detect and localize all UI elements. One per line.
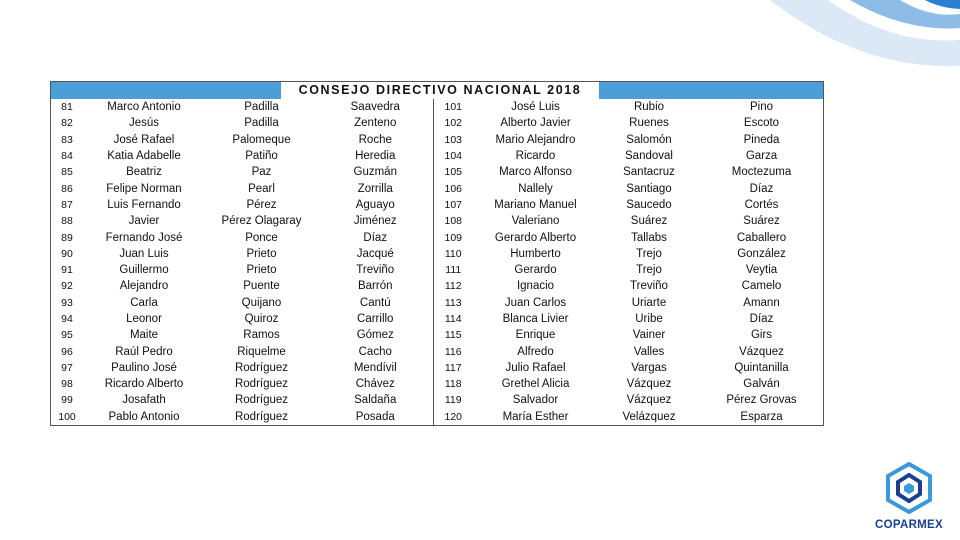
first-name: Raúl Pedro [115,345,173,358]
first-name: Juan Luis [119,247,169,260]
table-row [51,262,823,278]
last-name-paternal: Ruenes [629,117,669,130]
first-name: Gerardo [514,264,557,277]
row-number: 113 [444,296,462,309]
first-name: Ignacio [516,280,555,293]
first-name: Pablo Antonio [108,410,180,423]
first-name: Marco Antonio [107,101,181,114]
last-name-maternal: Gómez [318,327,433,343]
table-body [51,99,823,425]
last-name-maternal: Carrillo [318,311,433,327]
first-name: Julio Rafael [505,361,566,374]
last-name-paternal: Ponce [245,231,278,244]
table-row [51,99,823,115]
first-name: Jesús [128,117,160,130]
last-name-maternal: Garza [745,150,778,163]
row-number: 83 [61,133,73,146]
row-number: 84 [61,150,73,163]
last-name-paternal: Vargas [631,361,667,374]
last-name-maternal: Cortés [744,198,779,211]
last-name-paternal: Paz [251,166,272,179]
row-number: 110 [444,247,462,260]
last-name-paternal: Ramos [243,329,280,342]
last-name-maternal: Jiménez [318,213,433,229]
table-row [51,376,823,392]
last-name-paternal: Palomeque [232,133,291,146]
row-number: 94 [61,313,73,325]
row-number: 107 [444,198,463,211]
row-number: 98 [61,378,73,391]
first-name: Alejandro [119,280,169,293]
row-number: 90 [61,247,73,260]
first-name: Enrique [515,329,556,342]
last-name-maternal: Saldaña [318,392,433,408]
first-name: Ricardo [515,150,556,163]
row-number: 100 [58,410,76,423]
last-name-paternal: Pearl [248,182,275,195]
first-name: Humberto [510,247,561,260]
last-name-paternal: Riquelme [237,345,286,358]
table-title: CONSEJO DIRECTIVO NACIONAL 2018 [281,82,599,99]
last-name-paternal: Vainer [632,329,666,342]
table-row [51,229,823,245]
first-name: Fernando José [105,231,183,244]
last-name-paternal: Rodríguez [234,361,289,374]
row-number: 92 [61,280,73,293]
first-name: Felipe Norman [106,182,182,195]
last-name-paternal: Suárez [630,215,668,228]
last-name-maternal: Díaz [318,229,433,245]
table-row [51,197,823,213]
table-row [51,213,823,229]
row-number: 101 [444,101,463,114]
last-name-paternal: Trejo [636,247,662,260]
first-name: Salvador [512,394,559,407]
table-row [51,343,823,359]
last-name-paternal: Saucedo [626,198,672,211]
first-name: Mariano Manuel [494,198,577,211]
table-row [51,164,823,180]
last-name-paternal: Rodríguez [234,410,289,423]
first-name: Blanca Livier [502,313,569,325]
row-number: 112 [444,280,462,293]
row-number: 116 [444,345,462,358]
row-number: 118 [444,378,462,391]
last-name-paternal: Pérez Olagaray [221,215,302,228]
last-name-maternal: Barrón [318,278,433,294]
last-name-maternal: Cacho [318,343,433,359]
last-name-maternal: Pino [749,101,774,114]
first-name: Paulino José [111,361,177,374]
row-number: 81 [61,101,73,114]
last-name-paternal: Vázquez [626,394,672,407]
first-name: José Rafael [113,133,175,146]
first-name: Gerardo Alberto [494,231,577,244]
last-name-paternal: Rodríguez [234,394,289,407]
last-name-maternal: González [737,247,786,260]
last-name-paternal: Salomón [626,133,672,146]
last-name-maternal: Díaz [749,313,774,325]
last-name-maternal: Galván [743,378,780,391]
row-number: 87 [61,198,73,211]
first-name: Leonor [126,313,162,325]
first-name: Nallely [518,182,553,195]
last-name-paternal: Rodríguez [234,378,289,391]
first-name: Alberto Javier [500,117,571,130]
first-name: Josafath [122,394,166,407]
row-number: 109 [444,231,463,244]
last-name-maternal: Pineda [743,133,780,146]
last-name-maternal: Escoto [743,117,780,130]
table-row [51,295,823,311]
row-number: 82 [61,117,73,130]
first-name: Mario Alejandro [495,133,576,146]
last-name-maternal: Jacqué [318,246,433,262]
last-name-paternal: Prieto [246,247,277,260]
first-name: Juan Carlos [504,296,567,309]
row-number: 117 [444,361,462,374]
first-name: Grethel Alicia [501,378,570,391]
first-name: José Luis [511,101,560,114]
row-number: 95 [61,329,73,342]
first-name: Ricardo Alberto [104,378,184,391]
table-row [51,409,823,425]
last-name-paternal: Santacruz [623,166,675,179]
row-number: 105 [444,166,463,179]
council-table [50,81,824,426]
table-row [51,278,823,294]
last-name-maternal: Vázquez [739,345,784,358]
row-number: 96 [61,345,73,358]
last-name-maternal: Treviño [318,262,433,278]
last-name-paternal: Prieto [246,264,277,277]
row-number: 85 [61,166,73,179]
row-number: 103 [444,133,463,146]
row-number: 88 [61,215,73,228]
row-number: 86 [61,182,73,195]
row-number: 119 [444,394,462,407]
last-name-maternal: Heredia [318,148,433,164]
last-name-paternal: Rubio [633,101,665,114]
last-name-maternal: Esparza [740,410,783,423]
logo-text: COPARMEX [875,519,943,531]
first-name: Luis Fernando [107,198,181,211]
row-number: 89 [61,231,73,244]
last-name-maternal: Veytia [745,264,778,277]
first-name: Marco Alfonso [499,166,572,179]
row-number: 111 [445,264,462,277]
row-number: 114 [444,313,462,325]
first-name: Valeriano [511,215,560,228]
last-name-paternal: Valles [633,345,665,358]
first-name: Alfredo [517,345,554,358]
last-name-paternal: Trejo [636,264,662,277]
last-name-maternal: Suárez [743,215,780,228]
last-name-paternal: Sandoval [625,150,673,163]
last-name-paternal: Puente [243,280,280,293]
last-name-maternal: Mendívil [318,360,433,376]
coparmex-logo-icon [884,462,934,514]
last-name-paternal: Treviño [630,280,668,293]
table-row [51,360,823,376]
last-name-maternal: Zorrilla [318,180,433,196]
row-number: 104 [444,150,463,163]
row-number: 108 [444,215,463,228]
title-bar [51,82,823,99]
table-row [51,392,823,408]
last-name-maternal: Saavedra [318,99,433,115]
last-name-paternal: Pérez [246,198,277,211]
last-name-paternal: Vázquez [626,378,672,391]
last-name-maternal: Díaz [749,182,774,195]
table-row [51,148,823,164]
row-number: 93 [61,296,73,309]
first-name: Guillermo [119,264,169,277]
table-row [51,246,823,262]
row-number: 91 [61,264,73,277]
last-name-maternal: Aguayo [318,197,433,213]
members-table [51,99,823,425]
last-name-paternal: Padilla [244,101,279,114]
last-name-maternal: Guzmán [318,164,433,180]
last-name-paternal: Patiño [245,150,278,163]
first-name: Katia Adabelle [107,150,181,163]
last-name-paternal: Santiago [626,182,672,195]
last-name-maternal: Pérez Grovas [726,394,797,407]
first-name: Javier [128,215,160,228]
last-name-paternal: Quijano [241,296,282,309]
table-row [51,180,823,196]
last-name-maternal: Zenteno [318,115,433,131]
last-name-maternal: Quintanilla [734,361,789,374]
last-name-maternal: Moctezuma [731,166,792,179]
last-name-maternal: Cantú [318,295,433,311]
first-name: Maite [129,329,159,342]
last-name-maternal: Posada [318,409,433,425]
row-number: 115 [444,329,462,342]
last-name-maternal: Caballero [736,231,787,244]
first-name: María Esther [502,410,569,423]
last-name-maternal: Chávez [318,376,433,392]
last-name-maternal: Roche [318,132,433,148]
last-name-paternal: Uribe [635,313,663,325]
last-name-paternal: Padilla [244,117,279,130]
table-row [51,327,823,343]
first-name: Beatriz [126,166,162,179]
decorative-swoosh [700,0,960,80]
last-name-paternal: Velázquez [622,410,676,423]
coparmex-logo [868,462,950,536]
row-number: 106 [444,182,463,195]
table-row [51,132,823,148]
last-name-maternal: Camelo [741,280,782,293]
last-name-paternal: Uriarte [631,296,667,309]
last-name-paternal: Tallabs [631,231,667,244]
row-number: 102 [444,117,463,130]
row-number: 97 [61,361,73,374]
last-name-maternal: Girs [750,329,773,342]
last-name-paternal: Quiroz [244,313,279,325]
first-name: Carla [130,296,158,309]
row-number: 99 [61,394,73,407]
row-number: 120 [444,410,463,423]
last-name-maternal: Amann [743,296,780,309]
table-row [51,115,823,131]
table-row [51,311,823,327]
